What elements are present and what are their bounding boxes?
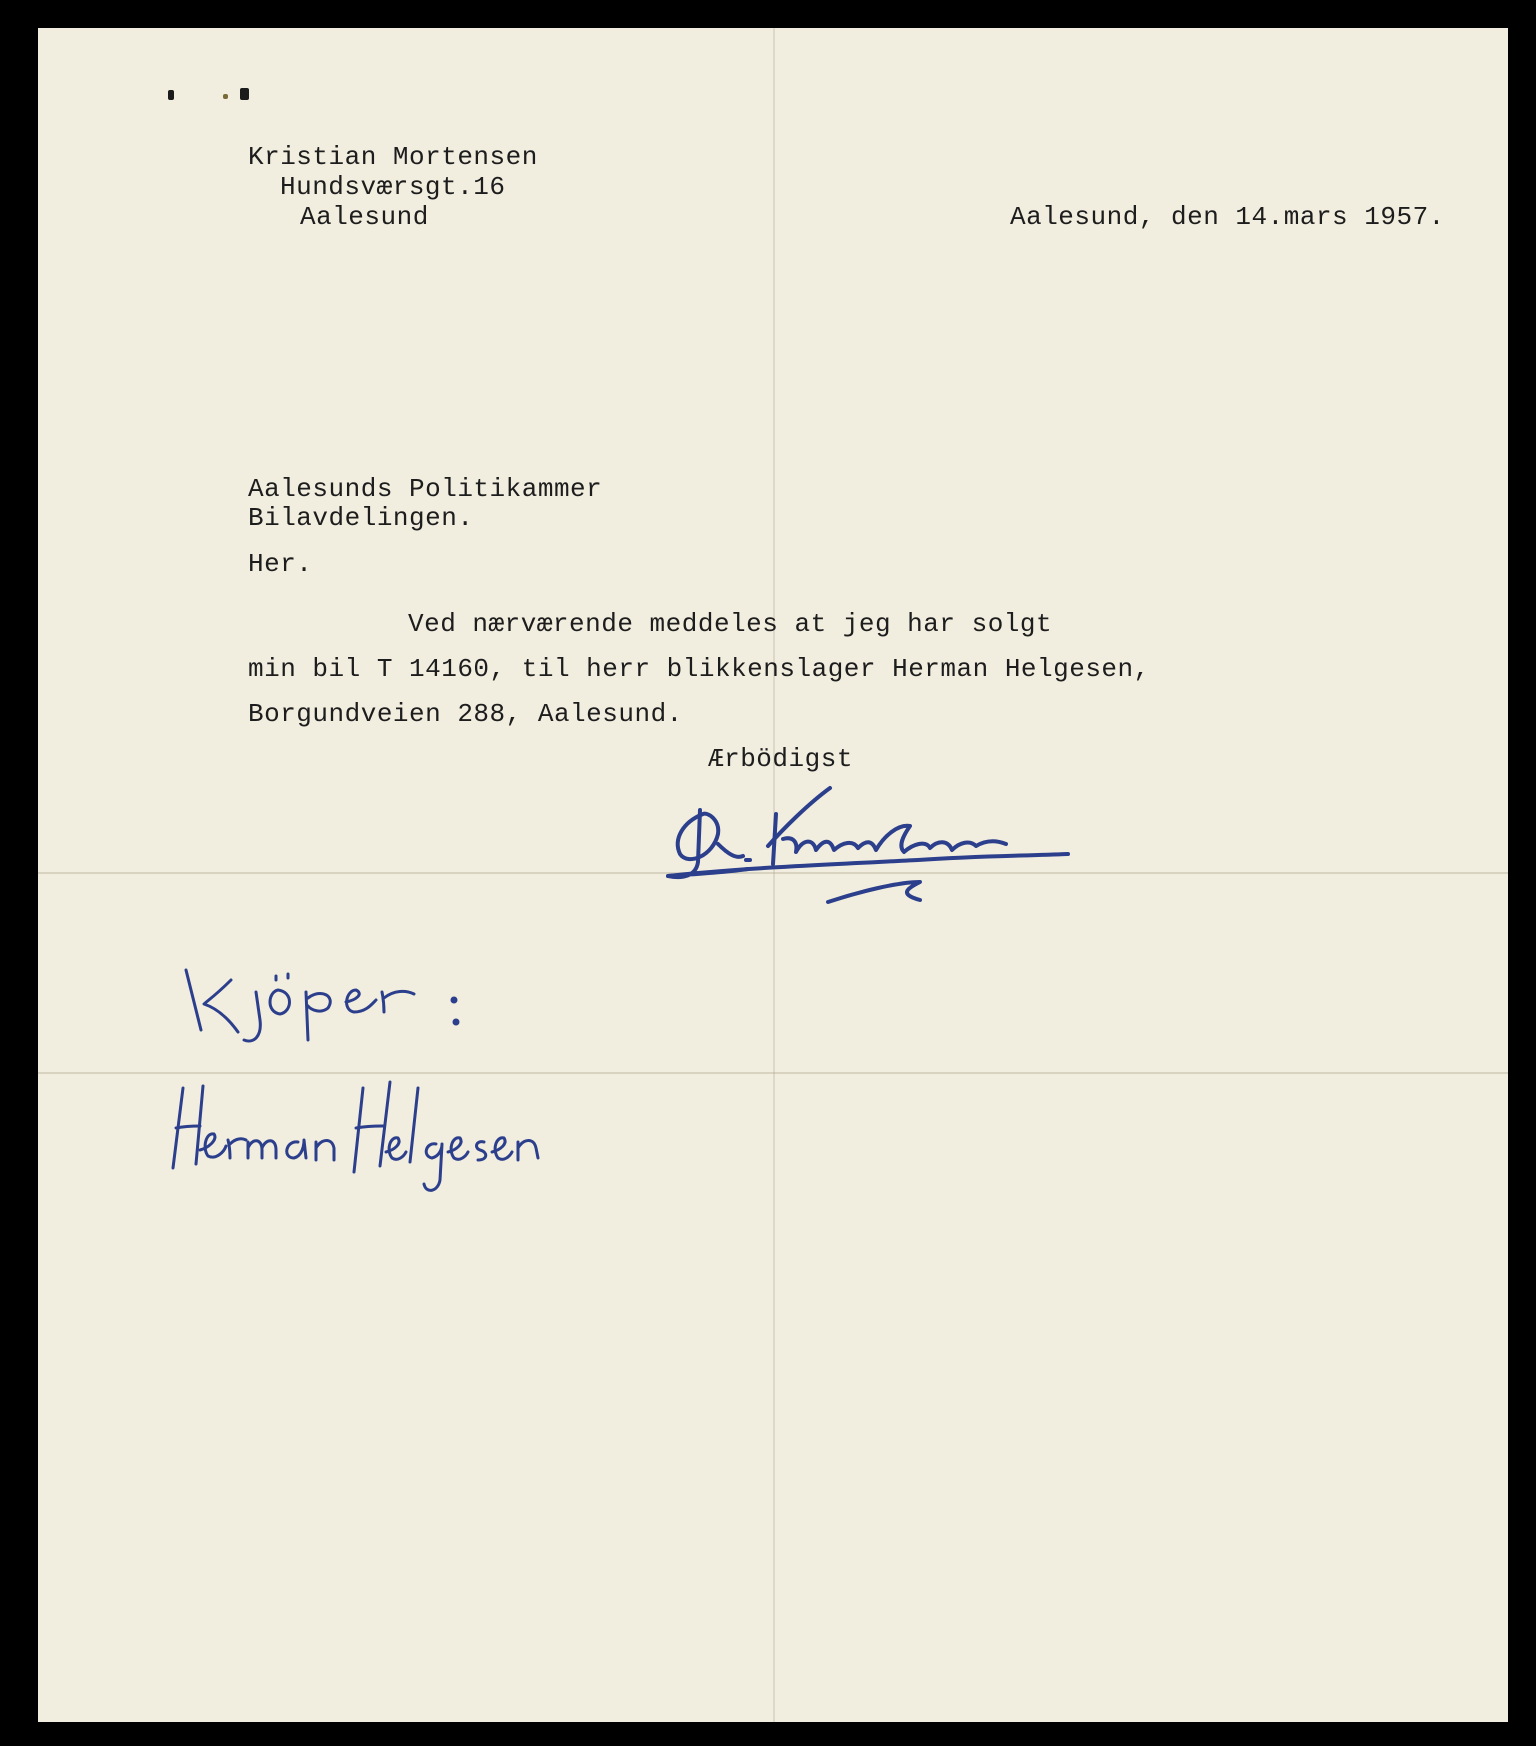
body-line1: Ved nærværende meddeles at jeg har solgt	[408, 609, 1053, 639]
recipient-line2: Bilavdelingen.	[248, 503, 474, 533]
letter-paper	[38, 28, 1508, 1722]
body-line2: min bil T 14160, til herr blikkenslager Herman Helgesen,	[248, 654, 1150, 684]
sender-city: Aalesund	[300, 202, 429, 232]
punch-mark-left	[168, 90, 174, 100]
sender-name: Kristian Mortensen	[248, 142, 538, 172]
buyer-label-handwritten	[156, 940, 486, 1050]
date-line: Aalesund, den 14.mars 1957.	[1010, 202, 1445, 232]
recipient-line3: Her.	[248, 549, 313, 579]
sender-street: Hundsværsgt.16	[280, 172, 506, 202]
buyer-name-handwritten	[128, 1068, 548, 1198]
punch-mark-dot	[223, 94, 228, 99]
closing: Ærbödigst	[708, 744, 853, 774]
body-line3: Borgundveien 288, Aalesund.	[248, 699, 683, 729]
signature-sender	[658, 784, 1088, 914]
recipient-line1: Aalesunds Politikammer	[248, 474, 603, 504]
punch-mark-right	[240, 88, 249, 100]
